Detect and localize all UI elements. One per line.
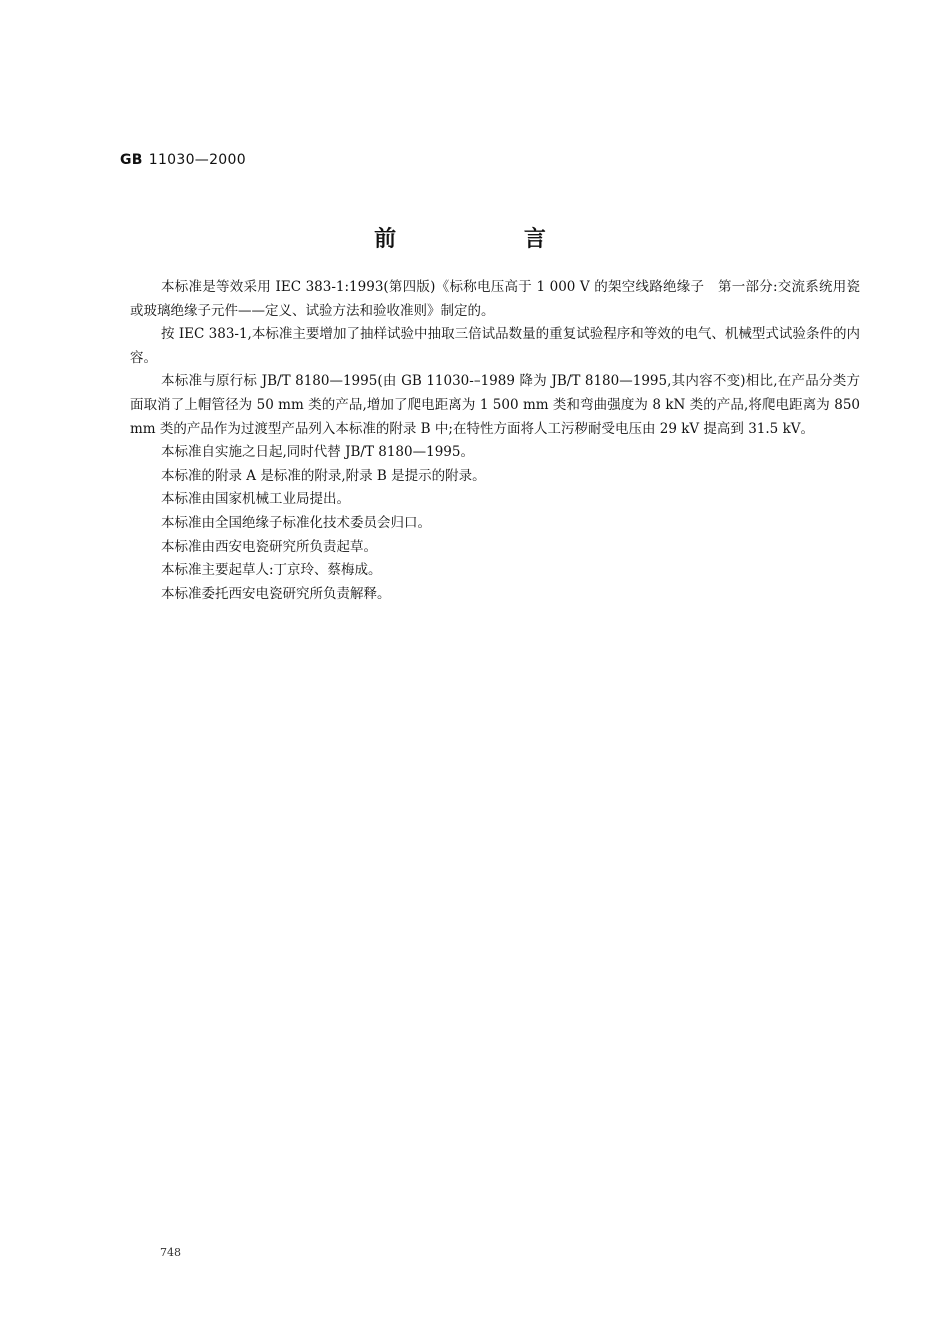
page-title: 前 言 [374, 227, 606, 252]
foreword-body [130, 276, 860, 606]
standard-number: 11030—2000 [148, 152, 246, 168]
paragraph: 本标准由全国绝缘子标准化技术委员会归口。 [161, 514, 431, 531]
paragraph: 本标准是等效采用 IEC 383-1:1993(第四版)《标称电压高于 1 000 V 的架空线路绝缘子 第一部分:交流系统用瓷或玻璃绝缘子元件——定义、试验方法和验收准则》制定的。 [130, 279, 860, 319]
standard-code [120, 152, 246, 168]
paragraph: 按 IEC 383-1,本标准主要增加了抽样试验中抽取三倍试品数量的重复试验程序和等效的电气、机械型式试验条件的内容。 [130, 326, 860, 366]
paragraph: 本标准由西安电瓷研究所负责起草。 [161, 538, 377, 555]
paragraph: 本标准的附录 A 是标准的附录,附录 B 是提示的附录。 [161, 467, 486, 484]
paragraph: 本标准自实施之日起,同时代替 JB/T 8180—1995。 [161, 444, 474, 461]
page-number: 748 [160, 1246, 181, 1259]
paragraph: 本标准与原行标 JB/T 8180—1995(由 GB 11030-–1989 降为 JB/T 8180—1995,其内容不变)相比,在产品分类方面取消了上帽管径为 50 mm 类的产品,增加了爬电距离为 1 500 mm 类和弯曲强度为 8 kN 类的产品,将爬电距离为 850 mm 类的产品作为过渡型产品列入本标准的附录 B 中;在特性方面将人工污秽耐受电压由 29 kV 提高到 31.5 kV。 [130, 373, 860, 437]
paragraph: 本标准主要起草人:丁京玲、蔡梅成。 [161, 562, 382, 579]
paragraph: 本标准由国家机械工业局提出。 [161, 491, 350, 508]
paragraph: 本标准委托西安电瓷研究所负责解释。 [161, 585, 391, 602]
standard-prefix: GB [120, 152, 143, 168]
